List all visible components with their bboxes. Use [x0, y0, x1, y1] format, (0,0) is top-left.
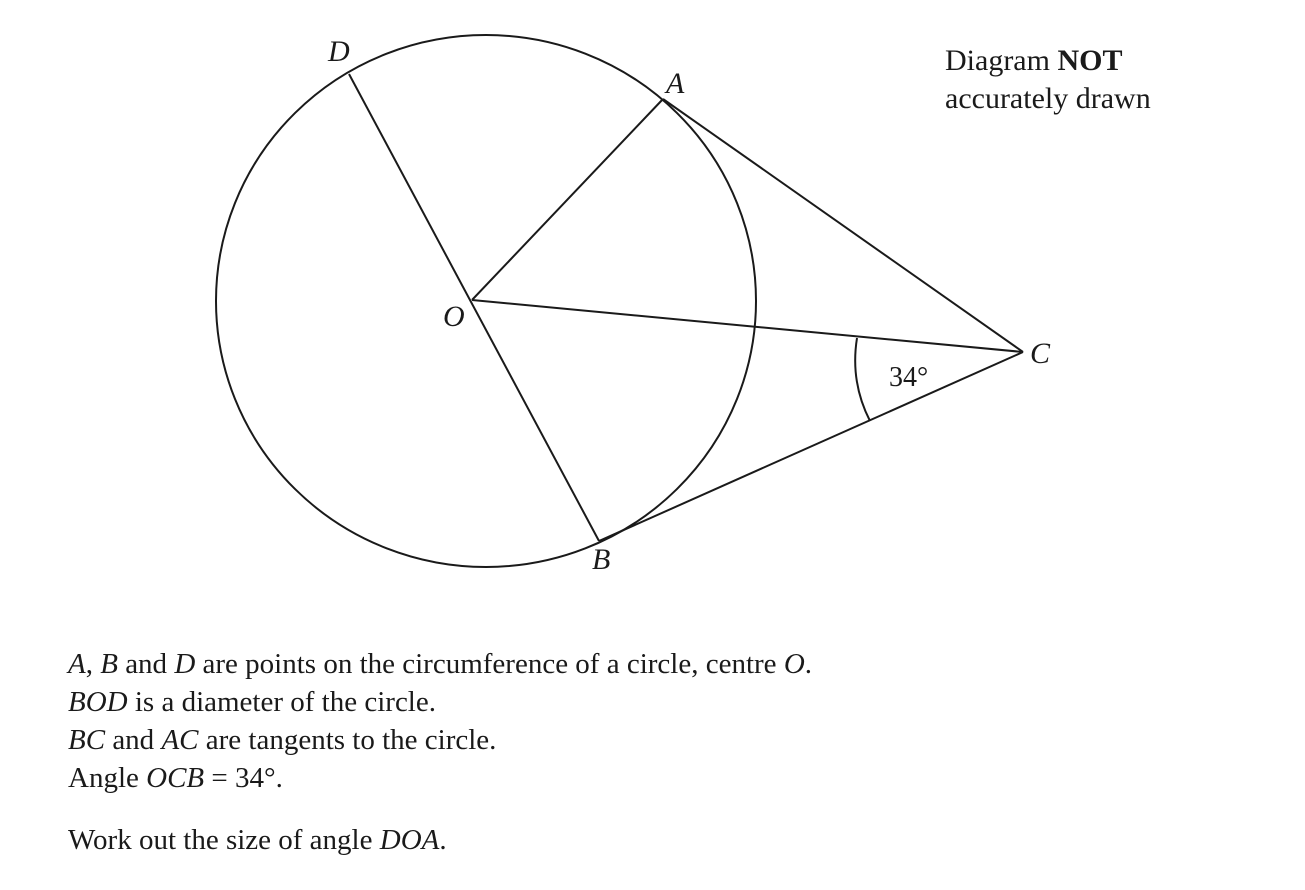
tangent-AC [663, 99, 1023, 352]
note-line-2: accurately drawn [945, 82, 1151, 115]
question-text [68, 821, 447, 859]
var-BOD: BOD [68, 686, 128, 718]
note-diagram-word: Diagram [945, 44, 1050, 77]
statement-line-3 [68, 721, 812, 759]
var-O: O [783, 648, 805, 680]
label-B: B [592, 543, 611, 576]
line-OC [472, 300, 1023, 352]
tangent-BC [599, 352, 1023, 541]
label-O: O [443, 300, 465, 333]
text: and [105, 724, 162, 756]
label-A: A [666, 67, 685, 100]
text: are tangents to the circle. [198, 724, 497, 756]
var-B: B [100, 648, 118, 680]
var-BC: BC [68, 724, 106, 756]
var-OCB: OCB [146, 762, 205, 794]
note-not-word: NOT [1057, 44, 1123, 77]
var-AC: AC [161, 724, 199, 756]
note-line-1 [945, 42, 1151, 80]
text: = 34°. [204, 762, 283, 794]
radius-OA [472, 99, 663, 300]
diagram-note [945, 42, 1151, 118]
text: , [85, 648, 101, 680]
text: is a diameter of the circle. [127, 686, 436, 718]
text: Angle [68, 762, 147, 794]
statement-line-2 [68, 683, 812, 721]
text: are points on the circumference of a circle, centre [195, 648, 784, 680]
text: . [804, 648, 813, 680]
text: and [117, 648, 175, 680]
var-DOA: DOA [379, 824, 440, 856]
angle-label: 34° [889, 362, 929, 393]
label-C: C [1030, 337, 1051, 370]
var-D: D [174, 648, 196, 680]
label-D: D [328, 35, 350, 68]
var-A: A [68, 648, 86, 680]
statement-line-1 [68, 645, 812, 683]
problem-statement [68, 645, 812, 797]
text: Work out the size of angle [68, 824, 380, 856]
statement-line-4 [68, 759, 812, 797]
angle-arc-OCB [855, 338, 870, 421]
text: . [439, 824, 447, 856]
